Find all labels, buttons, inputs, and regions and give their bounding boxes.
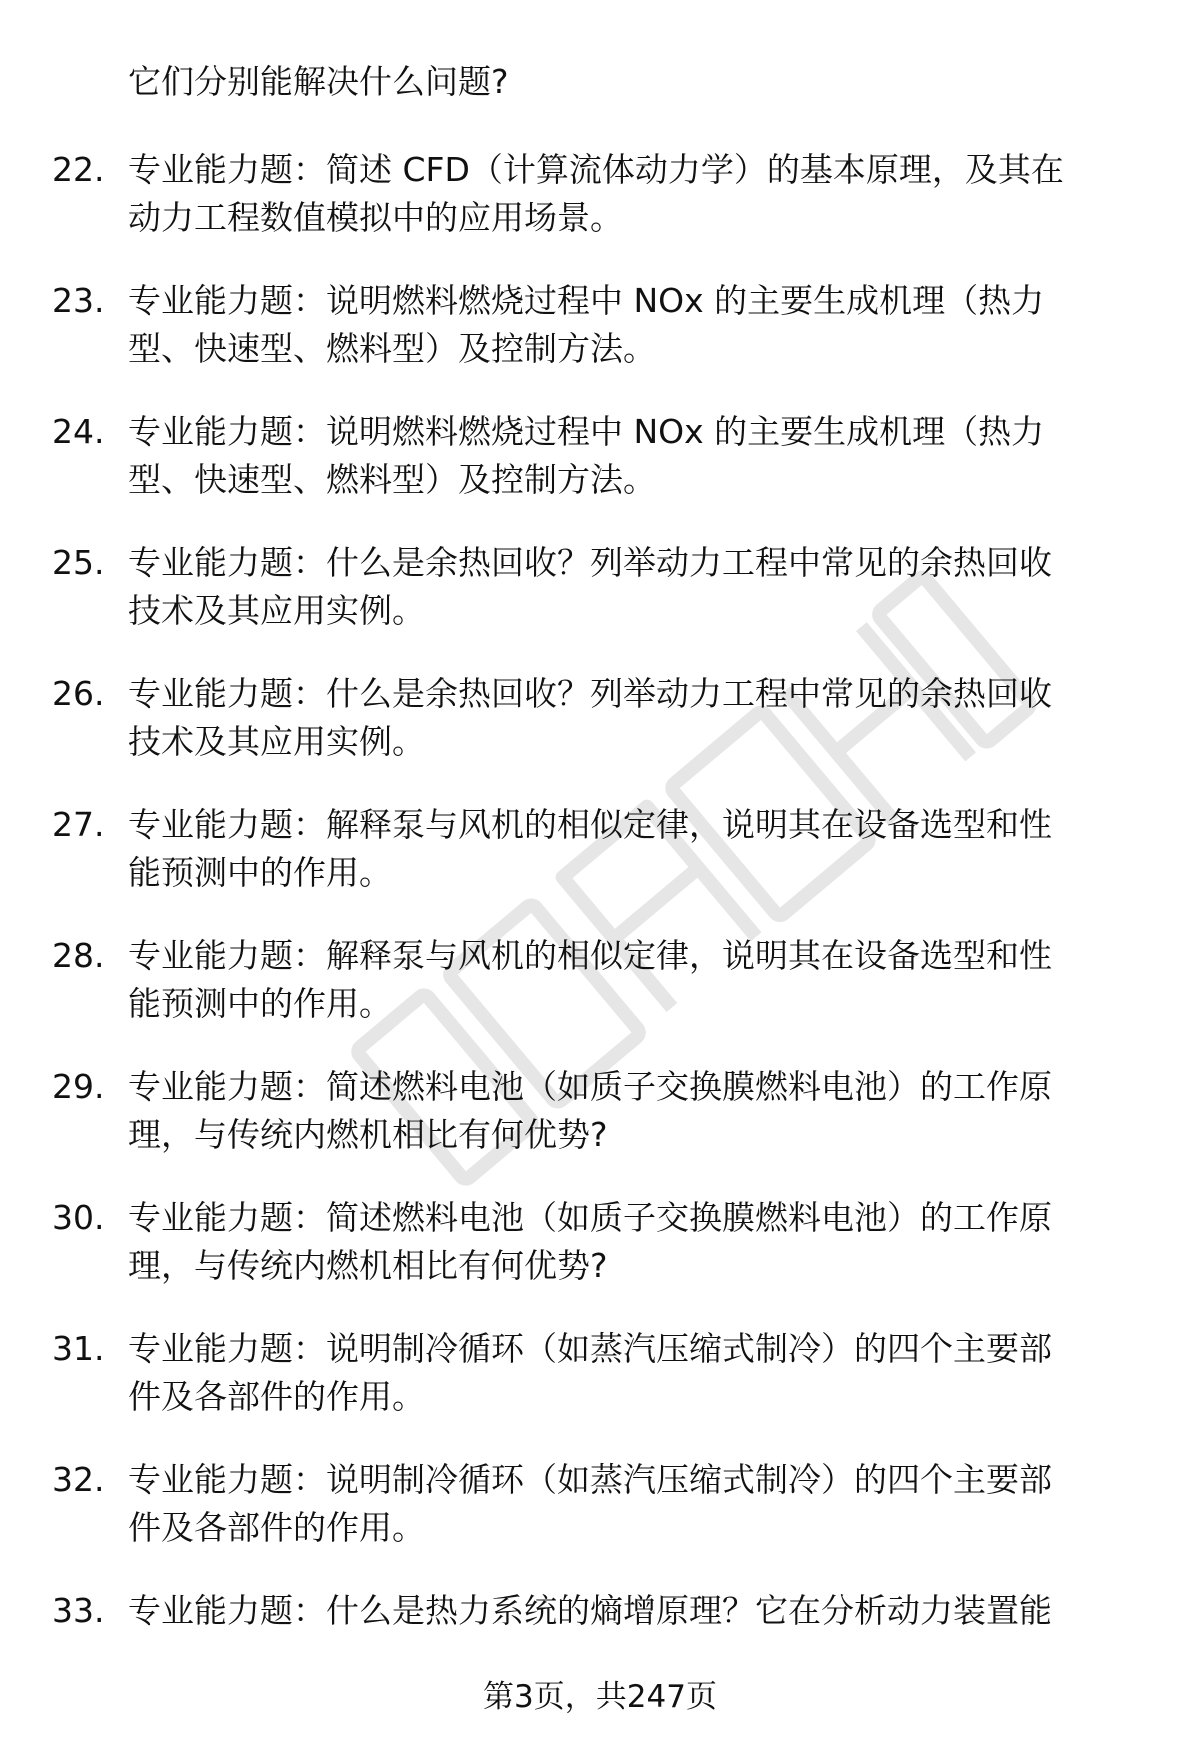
question-text-line1: 专业能力题：什么是余热回收？列举动力工程中常见的余热回收 — [128, 674, 1052, 713]
question-text-line2: 理，与传统内燃机相比有何优势? — [128, 1115, 608, 1154]
question-item — [0, 408, 1200, 539]
question-text-line1: 专业能力题：解释泵与风机的相似定律，说明其在设备选型和性 — [128, 805, 1052, 844]
question-text-line1: 专业能力题：什么是余热回收？列举动力工程中常见的余热回收 — [128, 543, 1052, 582]
question-text-line1: 专业能力题：简述燃料电池（如质子交换膜燃料电池）的工作原 — [128, 1067, 1052, 1106]
question-item — [0, 1063, 1200, 1194]
question-text-line1: 专业能力题：说明制冷循环（如蒸汽压缩式制冷）的四个主要部 — [128, 1329, 1052, 1368]
question-item — [0, 146, 1200, 277]
question-text-line1: 专业能力题：简述 CFD（计算流体动力学）的基本原理，及其在 — [128, 150, 1064, 189]
question-text-line1: 专业能力题：说明制冷循环（如蒸汽压缩式制冷）的四个主要部 — [128, 1460, 1052, 1499]
question-number: 32. — [52, 1460, 105, 1499]
question-text-line1: 专业能力题：说明燃料燃烧过程中 NOx 的主要生成机理（热力 — [128, 412, 1045, 451]
question-text-line2: 能预测中的作用。 — [128, 984, 392, 1023]
question-number: 24. — [52, 412, 105, 451]
question-text-line2: 件及各部件的作用。 — [128, 1508, 425, 1547]
question-number: 27. — [52, 805, 105, 844]
question-number: 33. — [52, 1591, 105, 1630]
question-item — [0, 539, 1200, 670]
question-list — [0, 146, 1200, 1718]
question-text-line2: 型、快速型、燃料型）及控制方法。 — [128, 329, 656, 368]
question-number: 23. — [52, 281, 105, 320]
question-number: 26. — [52, 674, 105, 713]
question-text-line2: 技术及其应用实例。 — [128, 591, 425, 630]
question-item — [0, 1194, 1200, 1325]
question-number: 28. — [52, 936, 105, 975]
question-item — [0, 670, 1200, 801]
question-text-line1: 专业能力题：简述燃料电池（如质子交换膜燃料电池）的工作原 — [128, 1198, 1052, 1237]
question-number: 31. — [52, 1329, 105, 1368]
question-item — [0, 1325, 1200, 1456]
question-item — [0, 801, 1200, 932]
question-number: 25. — [52, 543, 105, 582]
question-text-line2: 型、快速型、燃料型）及控制方法。 — [128, 460, 656, 499]
continuation-text: 它们分别能解决什么问题? — [128, 62, 509, 101]
question-number: 22. — [52, 150, 105, 189]
question-text-line2: 技术及其应用实例。 — [128, 722, 425, 761]
question-item — [0, 932, 1200, 1063]
question-text-line1: 专业能力题：什么是热力系统的熵增原理？它在分析动力装置能 — [128, 1591, 1052, 1630]
question-number: 29. — [52, 1067, 105, 1106]
question-text-line1: 专业能力题：说明燃料燃烧过程中 NOx 的主要生成机理（热力 — [128, 281, 1045, 320]
question-number: 30. — [52, 1198, 105, 1237]
page-footer: 第3页，共247页 — [483, 1679, 717, 1715]
question-item — [0, 1456, 1200, 1587]
question-text-line2: 动力工程数值模拟中的应用场景。 — [128, 198, 623, 237]
question-text-line2: 理，与传统内燃机相比有何优势? — [128, 1246, 608, 1285]
question-text-line2: 件及各部件的作用。 — [128, 1377, 425, 1416]
question-text-line2: 能预测中的作用。 — [128, 853, 392, 892]
question-text-line1: 专业能力题：解释泵与风机的相似定律，说明其在设备选型和性 — [128, 936, 1052, 975]
question-item — [0, 277, 1200, 408]
